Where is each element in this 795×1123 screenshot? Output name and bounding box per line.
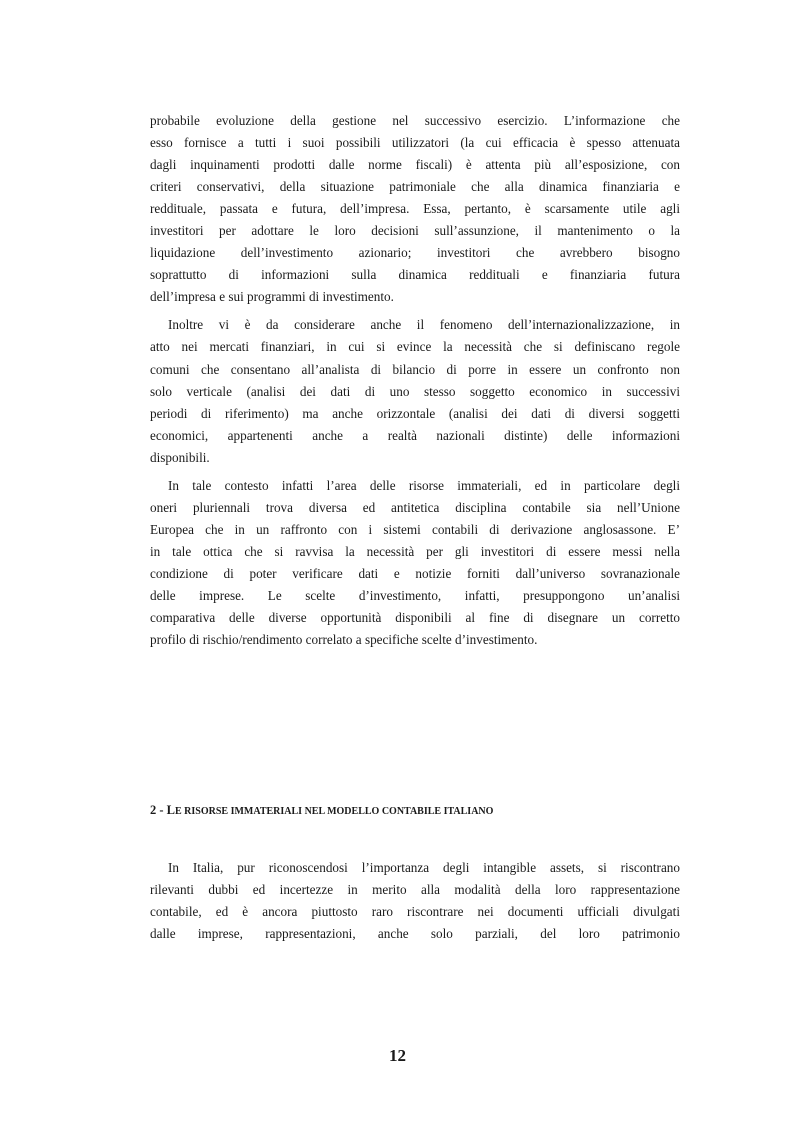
text-line: condizione di poter verificare dati e notizie forniti dall’universo sovranazionale bbox=[150, 565, 680, 581]
text-line: investitori per adottare le loro decisioni sull’assunzione, il mantenimento o la bbox=[150, 223, 680, 239]
text-line: reddituale, passata e futura, dell’impresa. Essa, pertanto, è scarsamente utile agli bbox=[150, 201, 680, 217]
text-line: liquidazione dell’investimento azionario; investitori che avrebbero bisogno bbox=[150, 245, 680, 261]
text-line: rilevanti dubbi ed incertezze in merito alla modalità della loro rappresentazione bbox=[150, 882, 680, 898]
section-body bbox=[150, 857, 680, 945]
text-line: In tale contesto infatti l’area delle risorse immateriali, ed in particolare degli bbox=[168, 477, 680, 493]
paragraph-3 bbox=[150, 475, 680, 651]
text-line: profilo di rischio/rendimento correlato a specifiche scelte d’investimento. bbox=[150, 632, 538, 648]
text-line: comparativa delle diverse opportunità disponibili al fine di disegnare un corretto bbox=[150, 610, 680, 626]
text-line: delle imprese. Le scelte d’investimento, infatti, presuppongono un’analisi bbox=[150, 587, 680, 603]
text-line: In Italia, pur riconoscendosi l’importanza degli intangible assets, si riscontrano bbox=[168, 860, 680, 875]
text-line: contabile, ed è ancora piuttosto raro riscontrare nei documenti ufficiali divulgati bbox=[150, 904, 680, 920]
body-text bbox=[150, 110, 680, 651]
section-heading bbox=[150, 803, 493, 818]
text-line: disponibili. bbox=[150, 449, 210, 465]
text-line: soprattutto di informazioni sulla dinamica reddituali e finanziaria futura bbox=[150, 267, 680, 283]
text-line: economici, appartenenti anche a realtà nazionali distinte) delle informazioni bbox=[150, 427, 680, 443]
text-line: Europea che in un raffronto con i sistemi contabili di derivazione anglosassone. E’ bbox=[150, 521, 680, 537]
text-line: solo verticale (analisi dei dati di uno stesso soggetto economico in successivi bbox=[150, 383, 680, 399]
text-line: comuni che consentano all’analista di bilancio di porre in essere un confronto non bbox=[150, 361, 680, 377]
text-line: periodi di riferimento) ma anche orizzontale (analisi dei dati di diversi soggetti bbox=[150, 405, 680, 421]
paragraph-2 bbox=[150, 314, 680, 468]
text-line: dell’impresa e sui programmi di investimento. bbox=[150, 289, 394, 305]
text-line: atto nei mercati finanziari, in cui si evince la necessità che si definiscano regole bbox=[150, 339, 680, 355]
text-line: in tale ottica che si ravvisa la necessità per gli investitori di essere messi nella bbox=[150, 543, 680, 559]
section-number: 2 - bbox=[150, 803, 167, 817]
section-title: E RISORSE IMMATERIALI NEL MODELLO CONTABILE ITALIANO bbox=[175, 806, 494, 817]
text-line: esso fornisce a tutti i suoi possibili utilizzatori (la cui efficacia è spesso attenuata bbox=[150, 135, 680, 151]
text-line: dalle imprese, rappresentazioni, anche solo parziali, del loro patrimonio bbox=[150, 926, 680, 942]
text-line: oneri pluriennali trova diversa ed antitetica disciplina contabile sia nell’Unione bbox=[150, 499, 680, 515]
paragraph-1 bbox=[150, 110, 680, 308]
text-line: probabile evoluzione della gestione nel successivo esercizio. L’informazione che bbox=[150, 113, 680, 128]
page-number: 12 bbox=[389, 1046, 406, 1065]
text-line: criteri conservativi, della situazione patrimoniale che alla dinamica finanziaria e bbox=[150, 179, 680, 195]
text-line: Inoltre vi è da considerare anche il fenomeno dell’internazionalizzazione, in bbox=[168, 317, 680, 333]
text-line: dagli inquinamenti prodotti dalle norme fiscali) è attenta più all’esposizione, con bbox=[150, 157, 680, 173]
section-title-initial: L bbox=[166, 803, 176, 817]
